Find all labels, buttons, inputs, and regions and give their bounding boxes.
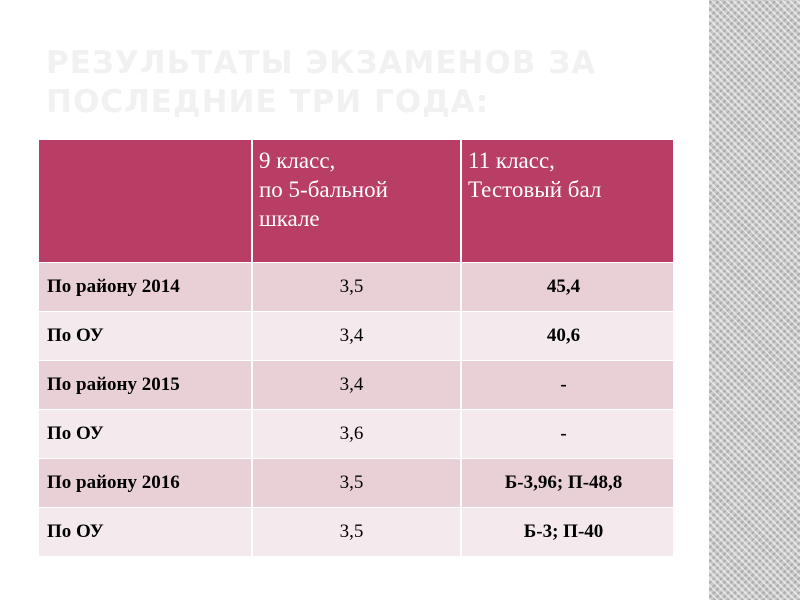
grade-11-value: 40,6: [461, 311, 673, 360]
row-label: По району 2016: [39, 458, 252, 507]
grade-9-value: 3,5: [252, 507, 461, 556]
grade-11-value: Б-3,96; П-48,8: [461, 458, 673, 507]
table-row: [39, 458, 673, 507]
header-empty-cell: [39, 140, 252, 262]
row-label: По ОУ: [39, 507, 252, 556]
row-label: По ОУ: [39, 409, 252, 458]
grade-11-value: -: [461, 360, 673, 409]
row-label: По району 2015: [39, 360, 252, 409]
header-grade-11: 11 класс, Тестовый бал: [461, 140, 673, 262]
grade-9-value: 3,4: [252, 311, 461, 360]
grade-9-value: 3,5: [252, 458, 461, 507]
row-label: По району 2014: [39, 262, 252, 311]
exam-results-table: [39, 140, 673, 556]
slide-title: [46, 44, 686, 122]
decorative-side-pattern: [709, 0, 800, 600]
grade-9-value: 3,6: [252, 409, 461, 458]
table-header-row: [39, 140, 673, 262]
grade-11-value: 45,4: [461, 262, 673, 311]
slide-title-line-2: ПОСЛЕДНИЕ ТРИ ГОДА:: [46, 84, 490, 120]
table-row: [39, 360, 673, 409]
grade-11-value: Б-3; П-40: [461, 507, 673, 556]
table-row: [39, 507, 673, 556]
row-label: По ОУ: [39, 311, 252, 360]
grade-9-value: 3,4: [252, 360, 461, 409]
grade-11-value: -: [461, 409, 673, 458]
slide-title-line-1: РЕЗУЛЬТАТЫ ЭКЗАМЕНОВ ЗА: [46, 45, 597, 81]
table-row: [39, 262, 673, 311]
table-row: [39, 409, 673, 458]
grade-9-value: 3,5: [252, 262, 461, 311]
table-row: [39, 311, 673, 360]
header-grade-9: 9 класс, по 5-бальной шкале: [252, 140, 461, 262]
